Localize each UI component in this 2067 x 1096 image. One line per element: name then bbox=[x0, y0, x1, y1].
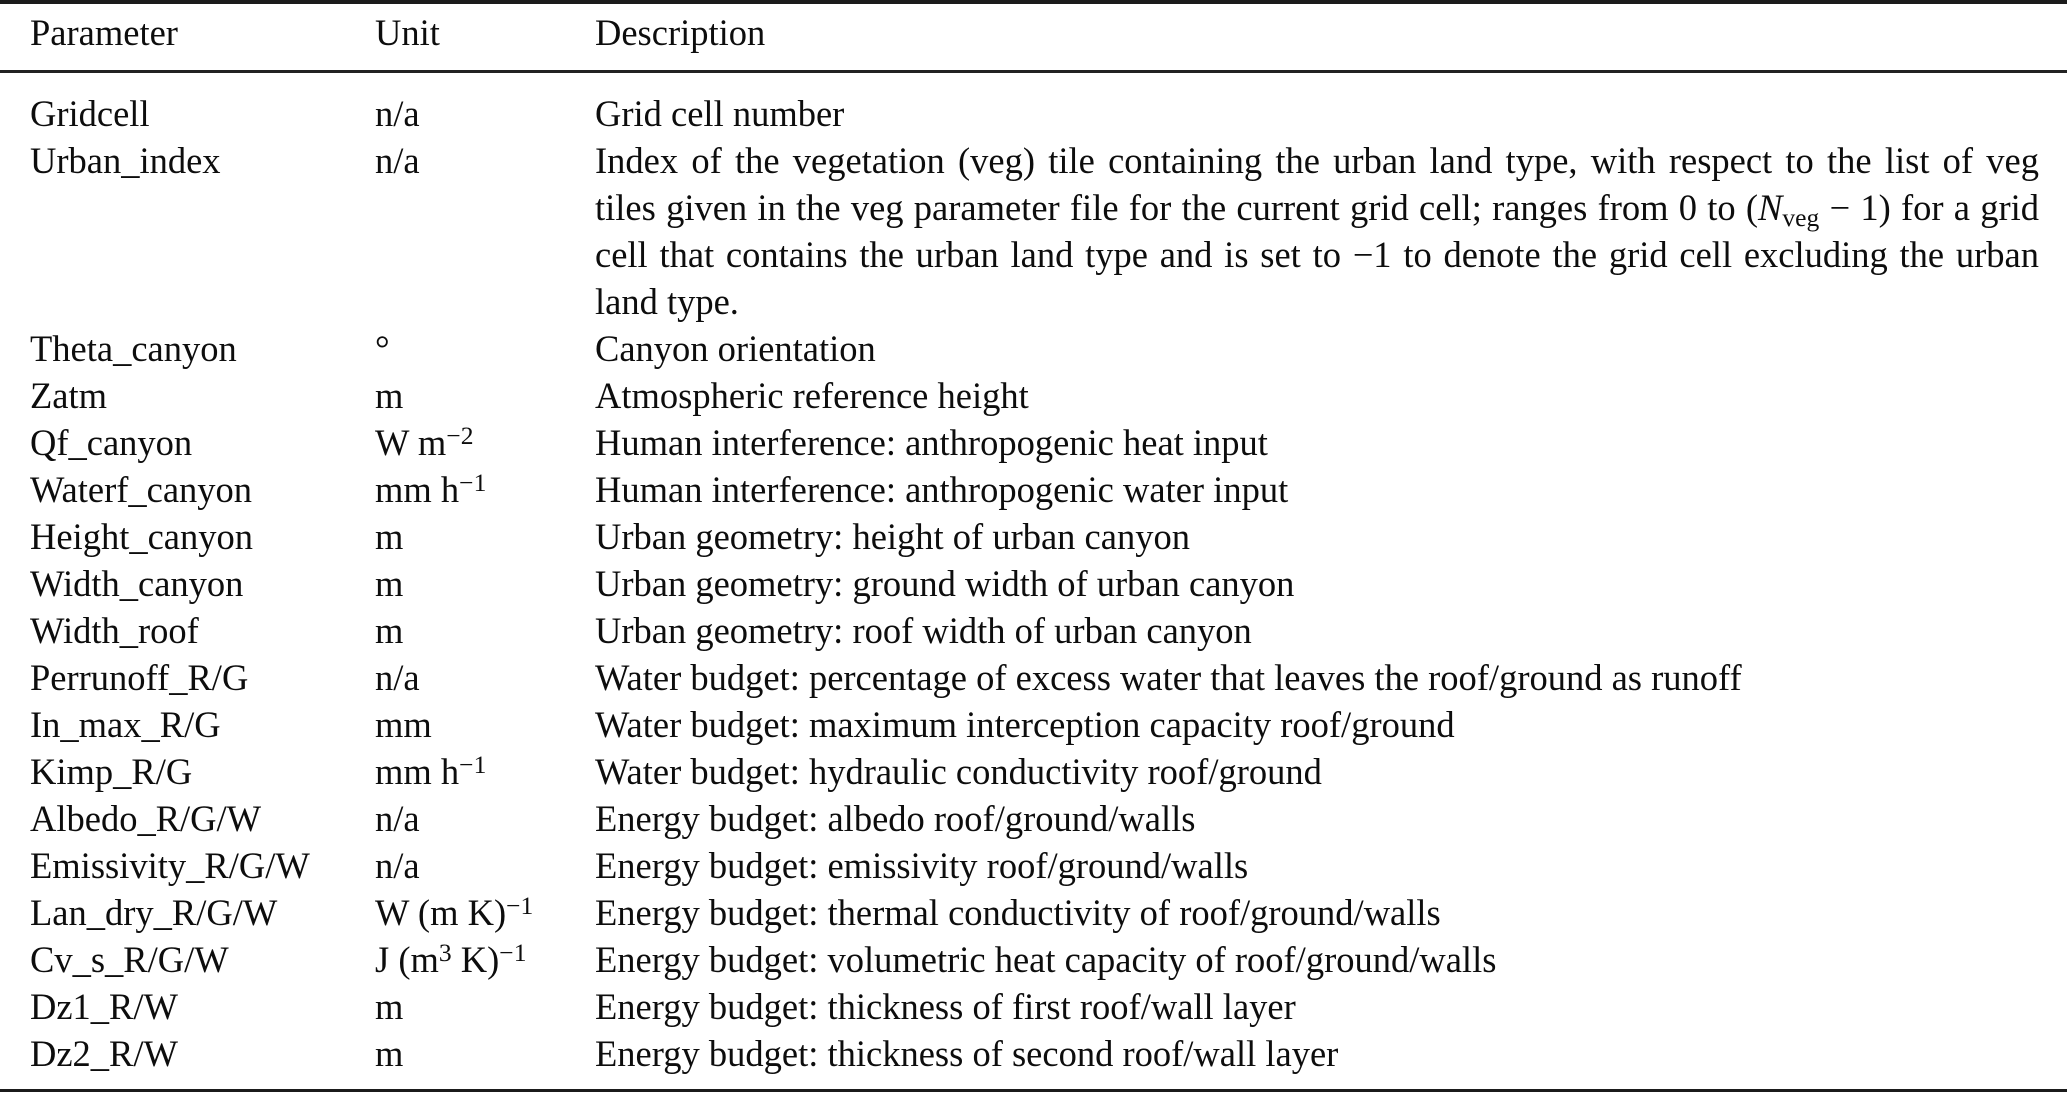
table-row bbox=[0, 325, 2067, 372]
column-header-unit: Unit bbox=[375, 4, 595, 72]
desc-cell: Urban geometry: height of urban canyon bbox=[595, 516, 1190, 557]
param-cell: In_max_R/G bbox=[30, 704, 221, 745]
param-cell: Perrunoff_R/G bbox=[30, 657, 249, 698]
desc-cell: Urban geometry: ground width of urban canyon bbox=[595, 563, 1295, 604]
sup-text: −1 bbox=[499, 937, 527, 967]
param-cell: Zatm bbox=[30, 375, 108, 416]
sup-text: −1 bbox=[506, 890, 534, 920]
param-cell: Albedo_R/G/W bbox=[30, 798, 262, 839]
table-body bbox=[0, 72, 2067, 1090]
sup-text: −1 bbox=[459, 749, 487, 779]
desc-cell: Energy budget: volumetric heat capacity of roof/ground/walls bbox=[595, 939, 1497, 980]
table-row bbox=[0, 513, 2067, 560]
unit-cell: n/a bbox=[375, 140, 420, 181]
desc-cell: Water budget: maximum interception capacity roof/ground bbox=[595, 704, 1455, 745]
param-cell: Theta_canyon bbox=[30, 328, 237, 369]
desc-cell: Energy budget: thickness of second roof/wall layer bbox=[595, 1033, 1339, 1074]
desc-cell: Urban geometry: roof width of urban canyon bbox=[595, 610, 1252, 651]
table-row bbox=[0, 607, 2067, 654]
table-row bbox=[0, 419, 2067, 466]
table-row bbox=[0, 466, 2067, 513]
desc-cell: Energy budget: emissivity roof/ground/walls bbox=[595, 845, 1249, 886]
param-cell: Cv_s_R/G/W bbox=[30, 939, 229, 980]
param-cell: Waterf_canyon bbox=[30, 469, 253, 510]
param-cell: Emissivity_R/G/W bbox=[30, 845, 310, 886]
unit-cell: mm bbox=[375, 704, 432, 745]
table-row bbox=[0, 72, 2067, 138]
param-cell: Width_canyon bbox=[30, 563, 244, 604]
table-row bbox=[0, 889, 2067, 936]
table-row bbox=[0, 137, 2067, 325]
unit-cell: J ($m^3$ K)$^{-1}$ bbox=[375, 937, 527, 980]
sup-text: −1 bbox=[459, 467, 487, 497]
unit-cell: n/a bbox=[375, 798, 420, 839]
desc-cell: Water budget: hydraulic conductivity roof/ground bbox=[595, 751, 1322, 792]
column-header-description: Description bbox=[595, 4, 2067, 72]
desc-cell: Energy budget: thickness of first roof/wall layer bbox=[595, 986, 1296, 1027]
param-cell: Lan_dry_R/G/W bbox=[30, 892, 278, 933]
table-row bbox=[0, 748, 2067, 795]
unit-cell: m bbox=[375, 986, 404, 1027]
desc-cell: Atmospheric reference height bbox=[595, 375, 1029, 416]
table-row bbox=[0, 701, 2067, 748]
unit-cell: ° bbox=[375, 328, 390, 369]
desc-cell: Canyon orientation bbox=[595, 328, 876, 369]
param-cell: Height_canyon bbox=[30, 516, 253, 557]
parameter-table bbox=[0, 4, 2067, 1089]
unit-cell: m bbox=[375, 1033, 404, 1074]
unit-cell: W $m^{-2}$ bbox=[375, 420, 474, 463]
param-cell: Width_roof bbox=[30, 610, 199, 651]
param-cell: Gridcell bbox=[30, 93, 150, 134]
desc-cell: Energy budget: thermal conductivity of roof/ground/walls bbox=[595, 892, 1441, 933]
table-row bbox=[0, 842, 2067, 889]
table-header bbox=[0, 4, 2067, 72]
desc-cell: Water budget: percentage of excess water that leaves the roof/ground as runoff bbox=[595, 657, 1742, 698]
unit-cell: mm $h^{-1}$ bbox=[375, 467, 487, 510]
sup-text: 3 bbox=[438, 937, 452, 967]
unit-cell: n/a bbox=[375, 93, 420, 134]
unit-cell: mm $h^{-1}$ bbox=[375, 749, 487, 792]
param-cell: Kimp_R/G bbox=[30, 751, 193, 792]
param-cell: Dz2_R/W bbox=[30, 1033, 178, 1074]
unit-cell: m bbox=[375, 610, 404, 651]
param-cell: Urban_index bbox=[30, 140, 221, 181]
table-row bbox=[0, 936, 2067, 983]
desc-cell: Energy budget: albedo roof/ground/walls bbox=[595, 798, 1196, 839]
table-row bbox=[0, 654, 2067, 701]
table-row bbox=[0, 372, 2067, 419]
desc-cell: Human interference: anthropogenic water input bbox=[595, 469, 1289, 510]
header-row bbox=[0, 4, 2067, 72]
unit-cell: m bbox=[375, 563, 404, 604]
unit-cell: n/a bbox=[375, 845, 420, 886]
sub-text: veg bbox=[1782, 202, 1820, 232]
unit-cell: n/a bbox=[375, 657, 420, 698]
sup-text: −2 bbox=[446, 420, 474, 450]
param-cell: Dz1_R/W bbox=[30, 986, 178, 1027]
column-header-parameter: Parameter bbox=[0, 4, 375, 72]
desc-cell: Index of the vegetation (veg) tile containing the urban land type, with respect to the list of veg tiles given in the veg parameter file for the current grid cell; ranges from 0 to $(N_{veg} - 1)$ for a grid cell that contains the urban land type and is set to −1 to denote the grid cell excluding the urban land type. bbox=[595, 140, 2040, 322]
unit-cell: m bbox=[375, 516, 404, 557]
italic-text: N bbox=[1758, 187, 1783, 228]
param-cell: Qf_canyon bbox=[30, 422, 193, 463]
table-row bbox=[0, 1030, 2067, 1089]
table-row bbox=[0, 795, 2067, 842]
table-row bbox=[0, 983, 2067, 1030]
table-row bbox=[0, 560, 2067, 607]
unit-cell: m bbox=[375, 375, 404, 416]
unit-cell: W (m K)$^{-1}$ bbox=[375, 890, 534, 933]
desc-cell: Human interference: anthropogenic heat input bbox=[595, 422, 1268, 463]
desc-cell: Grid cell number bbox=[595, 93, 845, 134]
